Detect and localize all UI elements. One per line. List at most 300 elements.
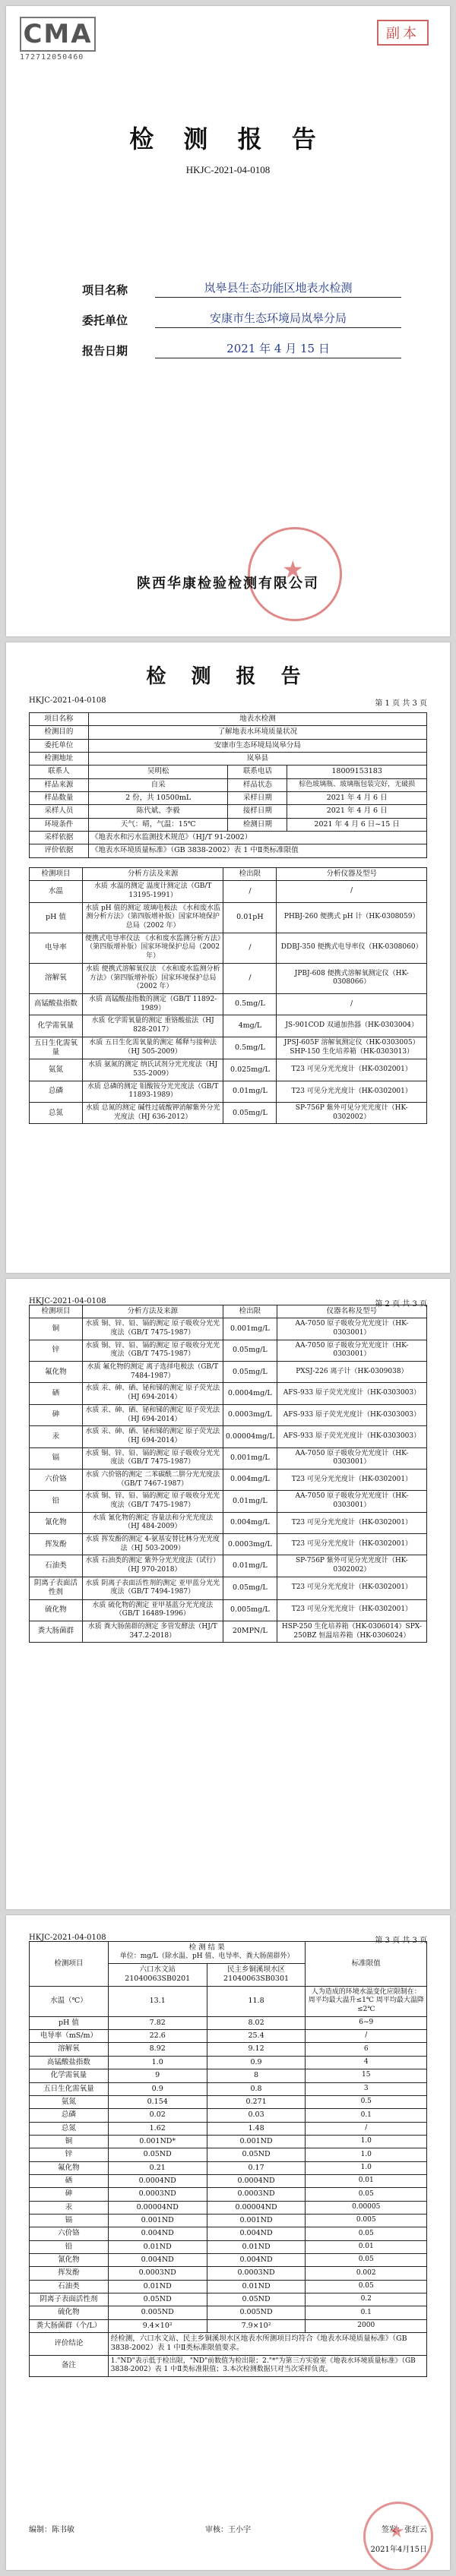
row-value-site-2: 8.02 — [207, 2016, 306, 2029]
row-instrument: T23 可见分光光度计（HK-0302001） — [277, 1081, 427, 1102]
row-item: 氨氮 — [30, 1059, 83, 1081]
method-table-2 — [29, 1305, 427, 1643]
row-value-site-1: 13.1 — [108, 1986, 207, 2016]
table-caption — [108, 1942, 306, 1964]
row-value-site-1: 0.001ND — [108, 2214, 207, 2227]
info-value: 2021 年 4 月 6 日 — [287, 792, 427, 805]
table-row — [30, 1447, 427, 1469]
note-row — [30, 2355, 427, 2376]
col-header: 标准限值 — [306, 1942, 427, 1987]
row-item: 氰化物 — [30, 2253, 109, 2266]
row-value-site-2: 0.271 — [207, 2095, 306, 2108]
info-key: 联系人 — [30, 766, 89, 778]
row-value-site-1: 9.4×10² — [108, 2319, 207, 2332]
report-page-3 — [6, 1915, 450, 2570]
row-standard: 3 — [306, 2082, 427, 2095]
row-limit: 0.005mg/L — [223, 1599, 277, 1621]
site-code: 21040063SB0301 — [223, 1975, 290, 1984]
row-instrument: AFS-933 原子荧光光度计（HK-0303003） — [277, 1426, 426, 1447]
col-header: 仪器名称及型号 — [277, 1305, 426, 1318]
page-number: 第 1 页 共 3 页 — [375, 699, 427, 708]
row-item: 阴离子表面活性剂 — [30, 2293, 109, 2306]
table-row — [30, 1015, 427, 1037]
table-row — [30, 1491, 427, 1512]
row-standard: 0.05 — [306, 2188, 427, 2201]
row-limit: 0.5mg/L — [223, 993, 277, 1015]
row-item: 高锰酸盐指数 — [30, 993, 83, 1015]
row-method: 水质 铜、锌、铅、镉的测定 原子吸收分光光度法（GB/T 7475-1987） — [82, 1447, 223, 1469]
info-key: 环境条件 — [30, 818, 89, 831]
row-item: 粪大肠菌群（个/L） — [30, 2319, 109, 2332]
table-row — [30, 2043, 427, 2056]
row-standard: 0.05 — [306, 2280, 427, 2293]
table-row — [30, 1555, 427, 1577]
row-value-site-1: 0.0003ND — [108, 2267, 207, 2280]
row-value-site-2: 0.05ND — [207, 2148, 306, 2161]
row-item: pH 值 — [30, 902, 83, 933]
info-key: 样品状态 — [228, 778, 287, 791]
row-method: 水质 汞、砷、硒、铋和锑的测定 原子荧光法（HJ 694-2014） — [82, 1426, 223, 1447]
row-item: 总磷 — [30, 2109, 109, 2122]
site-name: 民主乡铜溪坝水区 — [227, 1965, 286, 1975]
eval-row — [30, 2333, 427, 2356]
row-standard: 0.2 — [306, 2293, 427, 2306]
info-value: 天气：晴，气温：15℃ — [88, 818, 228, 831]
table-row — [30, 2122, 427, 2135]
table-header-row — [30, 1305, 427, 1318]
signature-compiled — [29, 2523, 74, 2534]
row-value-site-1: 8.92 — [108, 2043, 207, 2056]
note-text: 1."ND"表示低于检出限，"ND"前数值为检出限；2."*"为第三方实验室《地表水环境质量标准》（GB 3838-2002）表 1 中Ⅱ类标准限值；3.本次检测数据只对当次采样负责。 — [108, 2355, 426, 2376]
row-item: 硒 — [30, 2174, 109, 2187]
row-limit: 0.01mg/L — [223, 1081, 277, 1102]
table-row — [30, 2135, 427, 2148]
table-row — [30, 2319, 427, 2332]
col-header: 检出限 — [223, 1305, 277, 1318]
field-label: 委托单位 — [82, 314, 128, 327]
col-header: 分析仪器及型号 — [277, 868, 427, 881]
info-row — [30, 766, 427, 778]
info-key: 检测地址 — [30, 753, 89, 766]
table-row — [30, 2069, 427, 2082]
signature-label: 签发： — [382, 2526, 404, 2534]
row-standard: 1.0 — [306, 2135, 427, 2148]
row-item: 高锰酸盐指数 — [30, 2056, 109, 2069]
row-instrument: T23 可见分光光度计（HK-0302001） — [277, 1599, 426, 1621]
table-row — [30, 1469, 427, 1490]
report-cover-page — [6, 6, 450, 636]
report-title: 检 测 报 告 — [146, 665, 310, 688]
row-item: 硒 — [30, 1383, 83, 1404]
row-limit: 0.004mg/L — [223, 1469, 277, 1490]
row-standard: 1.0 — [306, 2148, 427, 2161]
cover-fields — [82, 279, 401, 371]
row-item: 氰化物 — [30, 1512, 83, 1533]
row-instrument: / — [277, 881, 427, 902]
info-value: 棕色玻璃瓶、玻璃瓶包装完好，无破损 — [287, 778, 427, 791]
row-value-site-1: 0.0004ND — [108, 2174, 207, 2187]
table-row — [30, 2030, 427, 2043]
info-value: 岚皋县 — [88, 753, 426, 766]
row-item: 锌 — [30, 1340, 83, 1361]
row-item: 镉 — [30, 1447, 83, 1469]
row-value-site-2: 8 — [207, 2069, 306, 2082]
info-key: 样品数量 — [30, 792, 89, 805]
table-row — [30, 1512, 427, 1533]
row-item: 五日生化需氧量 — [30, 1037, 83, 1059]
table-caption-row — [30, 1942, 427, 1964]
table-row — [30, 1383, 427, 1404]
row-method: 水质 硫化物的测定 亚甲基蓝分光光度法（GB/T 16489-1996） — [82, 1599, 223, 1621]
table-row — [30, 2240, 427, 2253]
row-value-site-1: 1.62 — [108, 2122, 207, 2135]
row-value-site-1: 0.004ND — [108, 2227, 207, 2240]
table-row — [30, 2148, 427, 2161]
signature-label: 编制： — [29, 2526, 52, 2534]
row-method: 水质 便携式溶解氧仪法 《水和废水监测分析方法》（第四版增补版）国家环境保护总局（2002 年） — [82, 963, 223, 993]
row-item: 阴离子表面活性剂 — [30, 1577, 83, 1599]
table-row — [30, 2109, 427, 2122]
row-instrument: SP-756P 紫外可见分光光度计（HK-0302002） — [277, 1555, 426, 1577]
signature-name: 陈书敏 — [52, 2526, 74, 2534]
row-item: 镉 — [30, 2214, 109, 2227]
results-caption: 检 测 结 果 — [188, 1943, 225, 1952]
col-header: 检测项目 — [30, 1305, 83, 1318]
field-label: 报告日期 — [82, 344, 128, 358]
row-value-site-2: 25.4 — [207, 2030, 306, 2043]
table-row — [30, 1362, 427, 1383]
row-instrument: T23 可见分光光度计（HK-0302001） — [277, 1577, 426, 1599]
info-value: 2 份，共 10500mL — [88, 792, 228, 805]
info-value: 陈代斌、李毅 — [88, 805, 228, 818]
table-row — [30, 2095, 427, 2108]
row-item: 砷 — [30, 1404, 83, 1425]
cover-report-number: HKJC-2021-04-0108 — [185, 164, 271, 175]
row-item: 总磷 — [30, 1081, 83, 1102]
row-value-site-1: 7.82 — [108, 2016, 207, 2029]
row-value-site-2: 7.9×10² — [207, 2319, 306, 2332]
site-code: 21040063SB0201 — [125, 1975, 191, 1984]
row-instrument: JS-901COD 双通加热器（HK-0303004） — [277, 1015, 427, 1037]
info-row — [30, 739, 427, 752]
row-value-site-2: 0.0003ND — [207, 2188, 306, 2201]
table-row — [30, 1404, 427, 1425]
row-limit: 20MPN/L — [223, 1621, 277, 1642]
table-row — [30, 1103, 427, 1124]
info-value: 《地表水和污水监测技术规范》（HJ/T 91-2002） — [88, 832, 426, 844]
report-number: HKJC-2021-04-0108 — [29, 1934, 106, 1942]
row-limit: 0.0004mg/L — [223, 1383, 277, 1404]
row-item: 汞 — [30, 1426, 83, 1447]
row-instrument: PHBJ-260 便携式 pH 计（HK-0308059） — [277, 902, 427, 933]
row-value-site-2: 11.8 — [207, 1986, 306, 2016]
field-label: 项目名称 — [82, 283, 128, 297]
info-row — [30, 726, 427, 739]
site-name: 六口水文站 — [139, 1965, 176, 1975]
info-key: 采样人员 — [30, 805, 89, 818]
table-row — [30, 2267, 427, 2280]
row-method: 水质 氰化物的测定 容量法和分光光度法（HJ 484-2009） — [82, 1512, 223, 1533]
info-value: 自采 — [88, 778, 228, 791]
info-value: 地表水检测 — [88, 713, 426, 726]
table-row — [30, 1037, 427, 1059]
row-item: 石油类 — [30, 2280, 109, 2293]
row-value-site-1: 0.05ND — [108, 2293, 207, 2306]
row-item: 铅 — [30, 2240, 109, 2253]
row-standard: 6 — [306, 2043, 427, 2056]
row-item: 氟化物 — [30, 2161, 109, 2174]
row-value-site-2: 0.001ND — [207, 2135, 306, 2148]
cover-organization: 陕西华康检验检测有限公司 — [137, 576, 319, 592]
row-instrument: T23 可见分光光度计（HK-0302001） — [277, 1512, 426, 1533]
row-item: 总氮 — [30, 2122, 109, 2135]
row-method: 水质 阴离子表面活性剂的测定 亚甲蓝分光光度法（GB/T 7494-1987） — [82, 1577, 223, 1599]
row-limit: 0.05mg/L — [223, 1340, 277, 1361]
info-key: 检测日期 — [228, 818, 287, 831]
row-value-site-1: 0.005ND — [108, 2306, 207, 2319]
row-standard: 0.01 — [306, 2240, 427, 2253]
row-value-site-1: 0.0003ND — [108, 2188, 207, 2201]
info-key: 采样依据 — [30, 832, 89, 844]
row-value-site-2: 0.8 — [207, 2082, 306, 2095]
row-value-site-1: 0.21 — [108, 2161, 207, 2174]
row-value-site-1: 0.01ND — [108, 2280, 207, 2293]
row-standard: 0.1 — [306, 2306, 427, 2319]
info-row — [30, 778, 427, 791]
row-item: 汞 — [30, 2201, 109, 2214]
row-method: 水质 化学需氧量的测定 重铬酸盐法（HJ 828-2017） — [82, 1015, 223, 1037]
report-header — [6, 661, 450, 710]
table-row — [30, 2280, 427, 2293]
row-value-site-1: 1.0 — [108, 2056, 207, 2069]
table-row — [30, 2214, 427, 2227]
row-method: 便携式电导率仪法 《水和废水监测分析方法》（第四版增补版）国家环境保护总局（2002 年） — [82, 933, 223, 963]
row-limit: 0.01mg/L — [223, 1491, 277, 1512]
row-item: 电导率 — [30, 933, 83, 963]
results-table — [29, 1941, 427, 2377]
note-label: 备注 — [30, 2355, 109, 2376]
row-limit: 0.05mg/L — [223, 1362, 277, 1383]
signature-date: 2021年4月15日 — [370, 2546, 427, 2554]
row-instrument: / — [277, 993, 427, 1015]
info-key: 委托单位 — [30, 739, 89, 752]
row-instrument: JPSJ-605F 溶解氧测定仪（HK-0303005）SHP-150 生化培养箱（HK-0303013） — [277, 1037, 427, 1059]
table-row — [30, 1986, 427, 2016]
table-row — [30, 2174, 427, 2187]
row-value-site-1: 0.001ND* — [108, 2135, 207, 2148]
row-value-site-2: 0.03 — [207, 2109, 306, 2122]
table-row — [30, 2082, 427, 2095]
page-number: 第 3 页 共 3 页 — [375, 1937, 427, 1945]
row-method: 水质 六价铬的测定 二苯碳酰二肼分光光度法（GB/T 7467-1987） — [82, 1469, 223, 1490]
row-limit: 4mg/L — [223, 1015, 277, 1037]
row-instrument: T23 可见分光光度计（HK-0302001） — [277, 1469, 426, 1490]
row-value-site-2: 0.004ND — [207, 2227, 306, 2240]
row-standard: 0.002 — [306, 2267, 427, 2280]
row-value-site-2: 0.005ND — [207, 2306, 306, 2319]
field-value: 2021 年 4 月 15 日 — [155, 340, 401, 358]
info-key: 采样日期 — [228, 792, 287, 805]
info-key: 样品来源 — [30, 778, 89, 791]
copy-stamp: 副本 — [377, 20, 429, 46]
row-method: 水质 五日生化需氧量的测定 稀释与接种法（HJ 505-2009） — [82, 1037, 223, 1059]
unit-note: 单位：mg/L（除水温、pH 值、电导率、粪大肠菌群外） — [119, 1953, 294, 1961]
info-row — [30, 713, 427, 726]
row-instrument: JPBJ-608 便携式溶解氧测定仪（HK-0308066） — [277, 963, 427, 993]
row-item: 电导率（mS/m） — [30, 2030, 109, 2043]
row-limit: 0.0003mg/L — [223, 1534, 277, 1555]
row-limit: 0.5mg/L — [223, 1037, 277, 1059]
row-value-site-2: 0.9 — [207, 2056, 306, 2069]
table-row — [30, 2293, 427, 2306]
table-row — [30, 2306, 427, 2319]
row-instrument: T23 可见分光光度计（HK-0302001） — [277, 1534, 426, 1555]
eval-label: 评价结论 — [30, 2333, 109, 2356]
row-value-site-1: 9 — [108, 2069, 207, 2082]
row-value-site-1: 22.6 — [108, 2030, 207, 2043]
table-row — [30, 1081, 427, 1102]
col-header: 分析方法及来源 — [82, 868, 223, 881]
table-row — [30, 1577, 427, 1599]
row-item: 石油类 — [30, 1555, 83, 1577]
info-value: 2021 年 4 月 6 日 — [287, 805, 427, 818]
table-row — [30, 933, 427, 963]
info-table — [29, 712, 427, 858]
row-method: 水质 石油类的测定 紫外分光光度法（试行）（HJ 970-2018） — [82, 1555, 223, 1577]
row-item: 铜 — [30, 2135, 109, 2148]
row-item: 硫化物 — [30, 2306, 109, 2319]
row-value-site-2: 0.0004ND — [207, 2174, 306, 2187]
table-row — [30, 963, 427, 993]
info-value: 安康市生态环境局岚皋分局 — [88, 739, 426, 752]
table-row — [30, 1599, 427, 1621]
row-method: 水质 汞、砷、硒、铋和锑的测定 原子荧光法（HJ 694-2014） — [82, 1404, 223, 1425]
info-key: 评价依据 — [30, 844, 89, 857]
info-value: 了解地表水环境质量状况 — [88, 726, 426, 739]
row-item: 溶解氧 — [30, 2043, 109, 2056]
info-row — [30, 844, 427, 857]
signature-label: 审核： — [205, 2526, 228, 2534]
row-instrument: AFS-933 原子荧光光度计（HK-0303003） — [277, 1404, 426, 1425]
row-instrument: AA-7050 原子吸收分光光度计（HK-0303001） — [277, 1447, 426, 1469]
row-method: 水质 铜、锌、铅、镉的测定 原子吸收分光光度法（GB/T 7475-1987） — [82, 1318, 223, 1340]
row-item: 五日生化需氧量 — [30, 2082, 109, 2095]
cma-logo: CMA — [20, 17, 96, 52]
row-method: 水质 水温的测定 温度计测定法（GB/T 13195-1991） — [82, 881, 223, 902]
table-row — [30, 2253, 427, 2266]
row-method: 水质 挥发酚的测定 4-氨基安替比林分光光度法（HJ 503-2009） — [82, 1534, 223, 1555]
row-instrument: AA-7050 原子吸收分光光度计（HK-0303001） — [277, 1318, 426, 1340]
info-value: 《地表水环境质量标准》（GB 3838-2002）表 1 中Ⅱ类标准限值 — [88, 844, 426, 857]
signature-name: 王小宇 — [228, 2526, 251, 2534]
row-item: 化学需氧量 — [30, 2069, 109, 2082]
signature-reviewed — [205, 2523, 251, 2534]
row-limit: 0.01pH — [223, 902, 277, 933]
table-row — [30, 2227, 427, 2240]
report-page-1 — [6, 642, 450, 1273]
row-instrument: DDBJ-350 便携式电导率仪（HK-0308060） — [277, 933, 427, 963]
table-row — [30, 2016, 427, 2029]
row-value-site-2: 0.004ND — [207, 2253, 306, 2266]
report-meta — [29, 696, 427, 708]
field-value: 安康市生态环境局岚皋分局 — [155, 310, 401, 328]
info-row — [30, 753, 427, 766]
cover-field-client — [82, 310, 401, 328]
table-row — [30, 1621, 427, 1642]
row-limit: 0.025mg/L — [223, 1059, 277, 1081]
row-limit: 0.05mg/L — [223, 1577, 277, 1599]
row-value-site-2: 0.17 — [207, 2161, 306, 2174]
row-item: 硫化物 — [30, 1599, 83, 1621]
table-row — [30, 1426, 427, 1447]
row-method: 水质 铜、锌、铅、镉的测定 原子吸收分光光度法（GB/T 7475-1987） — [82, 1340, 223, 1361]
site-header — [207, 1964, 306, 1987]
row-standard: / — [306, 2122, 427, 2135]
table-row — [30, 1059, 427, 1081]
row-standard: 0.05 — [306, 2253, 427, 2266]
signature-name: 张红云 — [404, 2526, 427, 2534]
row-item: 粪大肠菌群 — [30, 1621, 83, 1642]
row-standard: 0.00005 — [306, 2201, 427, 2214]
row-value-site-2: 0.01ND — [207, 2240, 306, 2253]
row-method: 水质 氟化物的测定 离子选择电极法（GB/T 7484-1987） — [82, 1362, 223, 1383]
row-value-site-2: 0.00004ND — [207, 2201, 306, 2214]
row-item: 水温（℃） — [30, 1986, 109, 2016]
report-number: HKJC-2021-04-0108 — [29, 696, 106, 705]
table-row — [30, 1534, 427, 1555]
row-item: 砷 — [30, 2188, 109, 2201]
table-row — [30, 993, 427, 1015]
report-page-2 — [6, 1279, 450, 1909]
row-item: 总氮 — [30, 1103, 83, 1124]
row-value-site-1: 0.004ND — [108, 2253, 207, 2266]
row-method: 水质 氨氮的测定 纳氏试剂分光光度法（HJ 535-2009） — [82, 1059, 223, 1081]
table-row — [30, 2201, 427, 2214]
info-key: 检测目的 — [30, 726, 89, 739]
row-standard: 2000 — [306, 2319, 427, 2332]
row-standard: / — [306, 2030, 427, 2043]
info-value: 18009153183 — [287, 766, 427, 778]
row-instrument: T23 可见分光光度计（HK-0302001） — [277, 1059, 427, 1081]
report-number: HKJC-2021-04-0108 — [29, 1297, 106, 1305]
row-limit: / — [223, 963, 277, 993]
row-method: 水质 粪大肠菌群的测定 多管发酵法（HJ/T 347.2-2018） — [82, 1621, 223, 1642]
row-value-site-2: 0.01ND — [207, 2280, 306, 2293]
cover-title: 检 测 报 告 — [129, 125, 327, 153]
row-value-site-1: 0.02 — [108, 2109, 207, 2122]
row-instrument: SP-756P 紫外可见分光光度计（HK-0302002） — [277, 1103, 427, 1124]
page-number: 第 2 页 共 3 页 — [375, 1300, 427, 1309]
row-standard: 6~9 — [306, 2016, 427, 2029]
row-limit: 0.001mg/L — [223, 1447, 277, 1469]
info-row — [30, 832, 427, 844]
info-key: 接样日期 — [228, 805, 287, 818]
row-value-site-2: 0.001ND — [207, 2214, 306, 2227]
info-row — [30, 805, 427, 818]
info-row — [30, 818, 427, 831]
info-row — [30, 792, 427, 805]
table-row — [30, 2161, 427, 2174]
row-standard: 0.1 — [306, 2109, 427, 2122]
row-value-site-1: 0.9 — [108, 2082, 207, 2095]
row-method: 水质 pH 值的测定 玻璃电极法 《水和废水监测分析方法》（第四版增补版）国家环境保护总局（2002 年） — [82, 902, 223, 933]
site-header — [108, 1964, 207, 1987]
row-value-site-1: 0.154 — [108, 2095, 207, 2108]
row-value-site-1: 0.00004ND — [108, 2201, 207, 2214]
row-method: 水质 铜、锌、铅、镉的测定 原子吸收分光光度法（GB/T 7475-1987） — [82, 1491, 223, 1512]
row-value-site-2: 0.05ND — [207, 2293, 306, 2306]
table-row — [30, 2056, 427, 2069]
